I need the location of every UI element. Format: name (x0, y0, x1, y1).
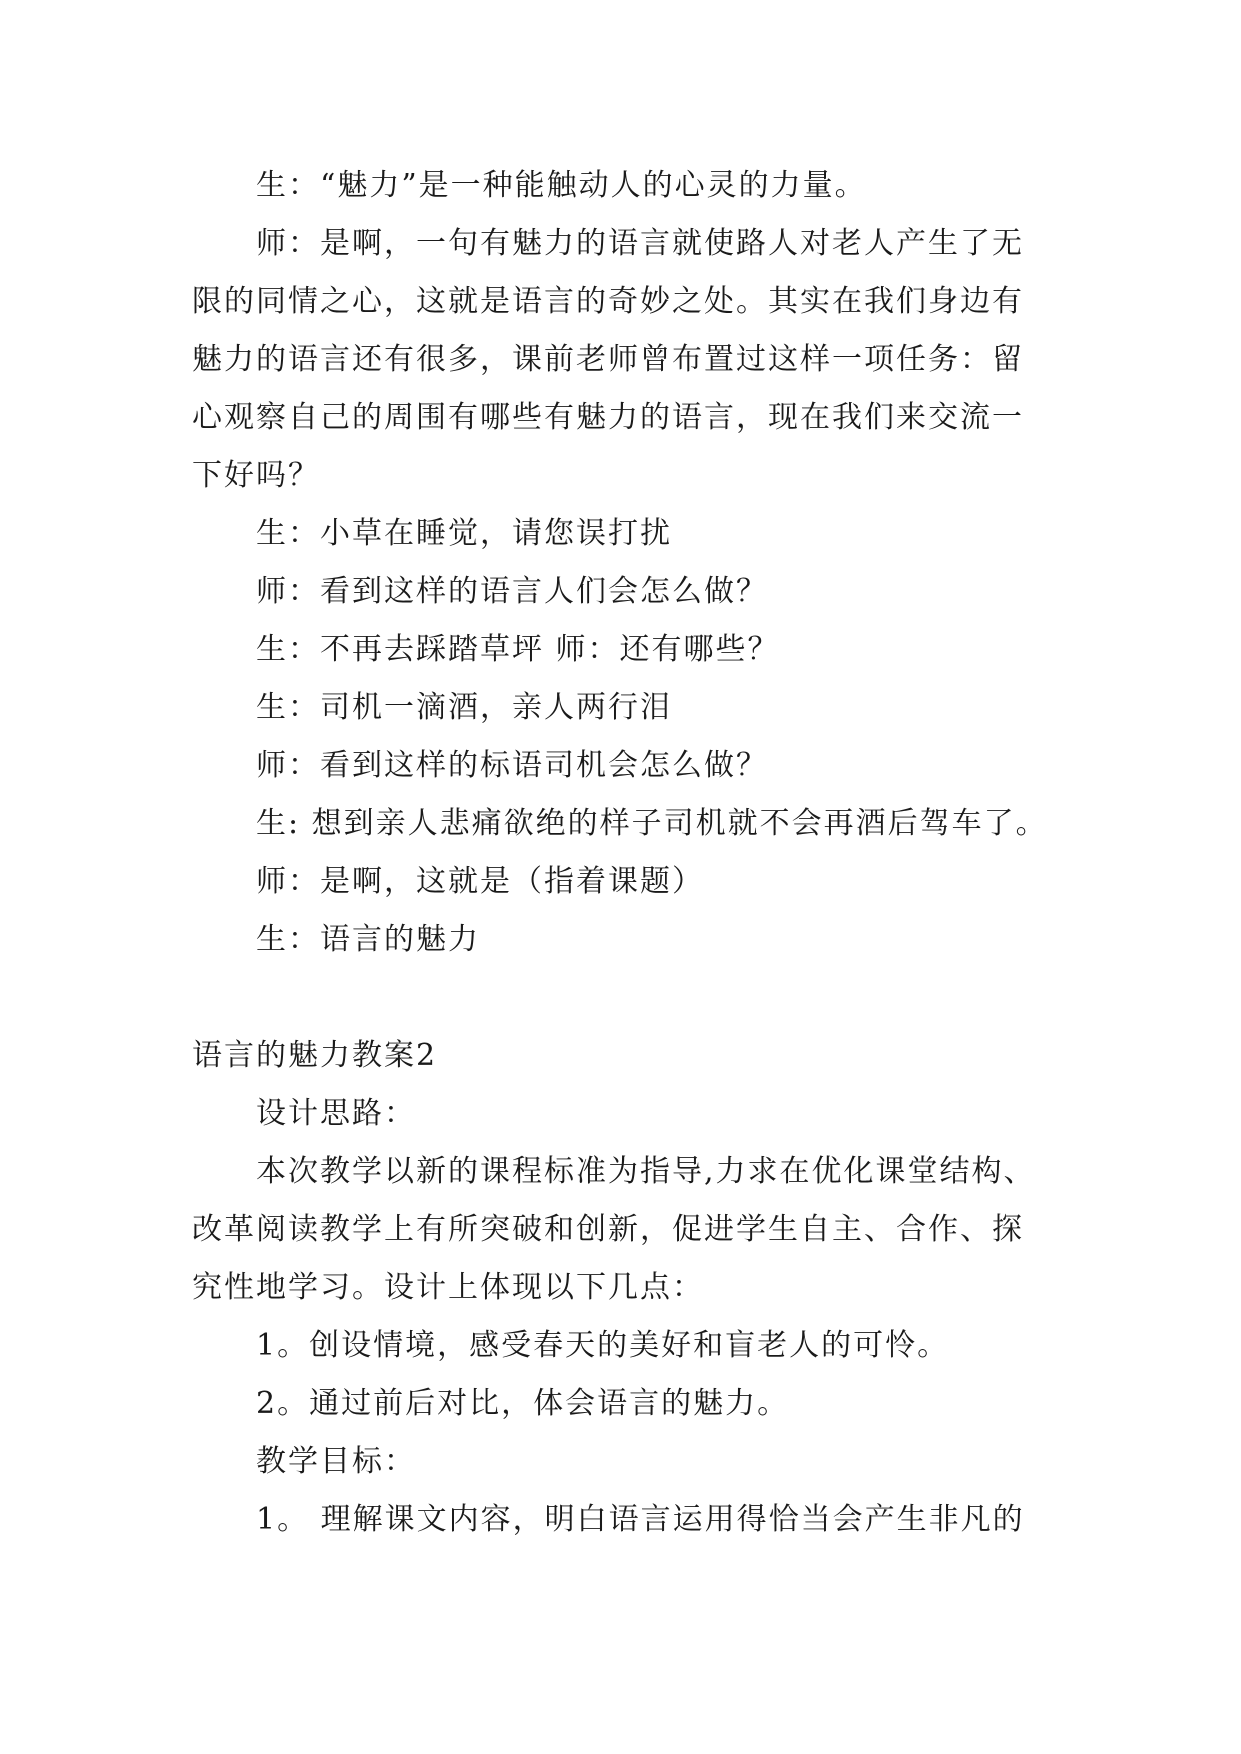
paragraph-line: 生：小草在睡觉，请您误打扰 (256, 516, 672, 551)
paragraph-line: 心观察自己的周围有哪些有魅力的语言，现在我们来交流一 (192, 400, 1024, 435)
paragraph-line: 2。通过前后对比，体会语言的魅力。 (256, 1386, 790, 1421)
paragraph-line: 师：看到这样的语言人们会怎么做？ (256, 574, 768, 609)
paragraph-line: 改革阅读教学上有所突破和创新，促进学生自主、合作、探 (192, 1212, 1024, 1247)
paragraph-line: 师：看到这样的标语司机会怎么做？ (256, 748, 768, 783)
paragraph-line: 师：是啊，这就是（指着课题） (256, 864, 704, 899)
paragraph-line: 下好吗？ (192, 458, 320, 493)
paragraph-line: 设计思路： (256, 1096, 416, 1131)
paragraph-line: 生：不再去踩踏草坪 师：还有哪些？ (256, 632, 780, 667)
paragraph-line: 魅力的语言还有很多，课前老师曾布置过这样一项任务：留 (192, 342, 1024, 377)
paragraph-line: 限的同情之心，这就是语言的奇妙之处。其实在我们身边有 (192, 284, 1024, 319)
paragraph-line: 生: 想到亲人悲痛欲绝的样子司机就不会再酒后驾车了。 (256, 806, 1048, 841)
paragraph-line: 生：“魅力”是一种能触动人的心灵的力量。 (256, 168, 867, 203)
paragraph-line: 师：是啊，一句有魅力的语言就使路人对老人产生了无 (256, 226, 1024, 261)
section-heading: 语言的魅力教案2 (192, 1038, 438, 1073)
paragraph-line: 生：司机一滴酒，亲人两行泪 (256, 690, 672, 725)
paragraph-line: 生：语言的魅力 (256, 922, 480, 957)
paragraph-line: 1。 理解课文内容，明白语言运用得恰当会产生非凡的 (256, 1502, 1025, 1537)
paragraph-line: 教学目标： (256, 1444, 416, 1479)
paragraph-line: 究性地学习。设计上体现以下几点： (192, 1270, 704, 1305)
paragraph-line: 1。创设情境，感受春天的美好和盲老人的可怜。 (256, 1328, 950, 1363)
paragraph-line: 本次教学以新的课程标准为指导,力求在优化课堂结构、 (256, 1154, 1036, 1189)
